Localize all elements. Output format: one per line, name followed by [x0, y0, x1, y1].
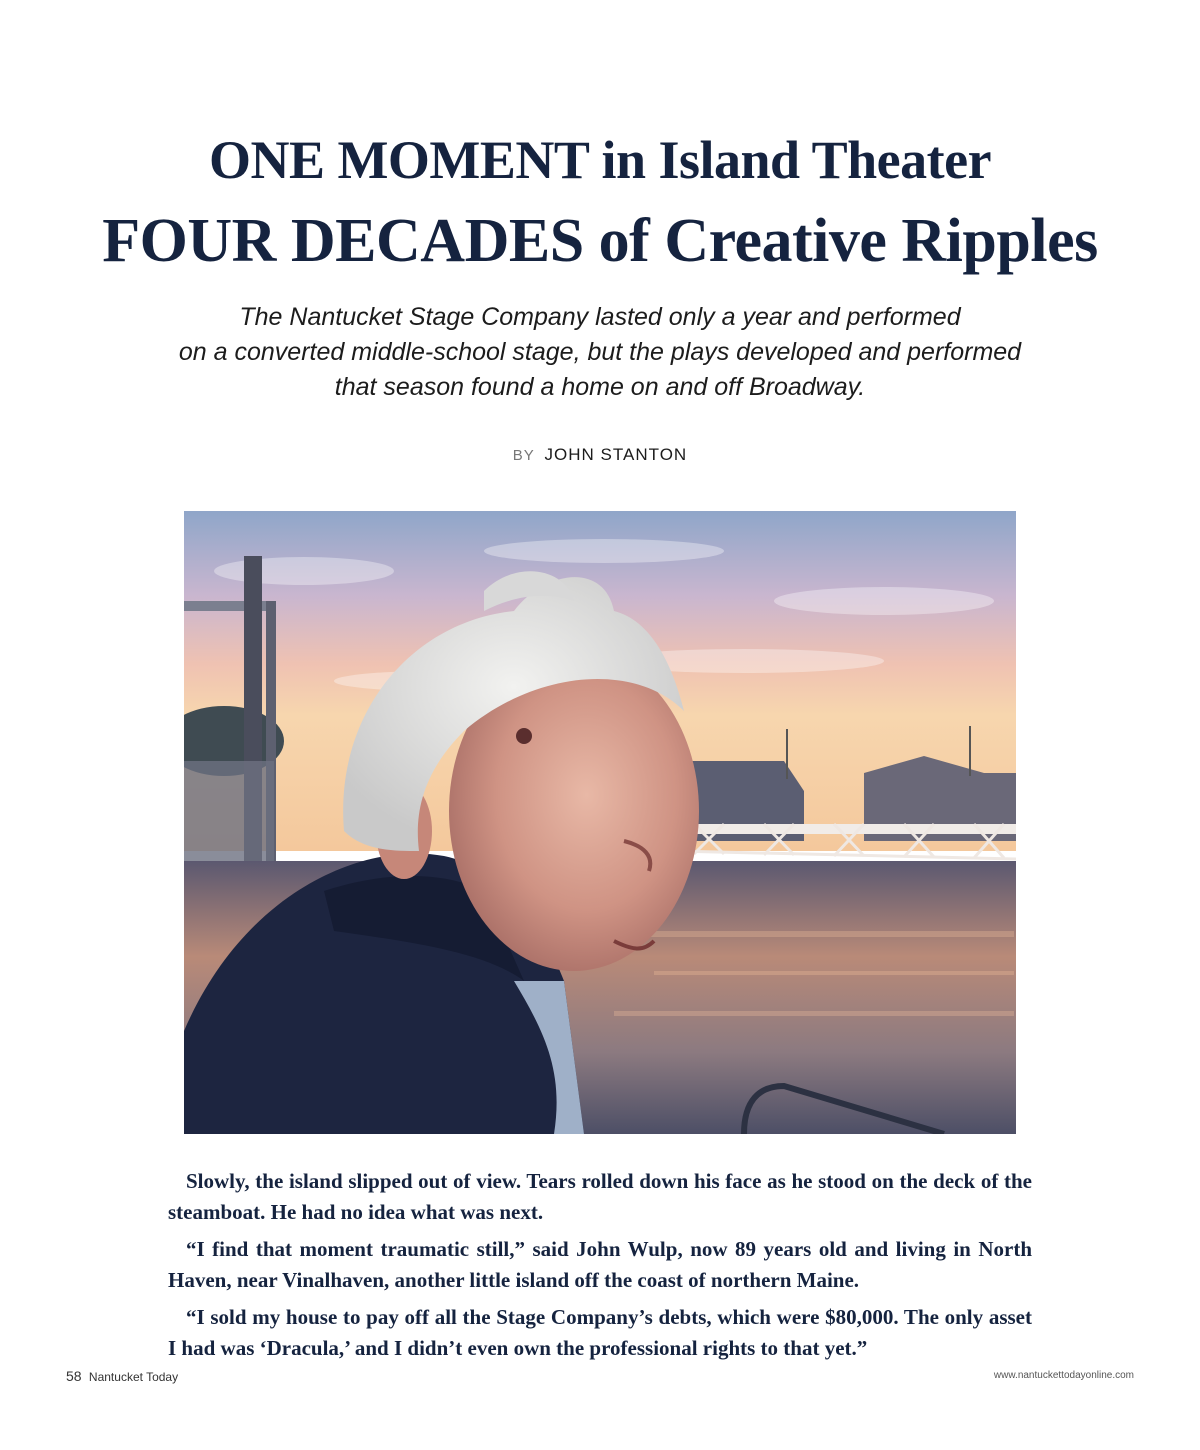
deck-line-3: that season found a home on and off Broadway. — [334, 373, 866, 401]
body-paragraph-3: “I sold my house to pay off all the Stage Company’s debts, which were $80,000. The only asset I had was ‘Dracula,’ and I didn’t even own the professional rights to that yet.” — [168, 1305, 1032, 1360]
article-deck — [100, 300, 1100, 405]
body-paragraph-2: “I find that moment traumatic still,” said John Wulp, now 89 years old and living in North Haven, near Vinalhaven, another little island off the coast of northern Maine. — [168, 1237, 1032, 1292]
publication-name: Nantucket Today — [88, 1370, 179, 1384]
byline-author: JOHN STANTON — [544, 445, 688, 464]
headline-line-1: ONE MOMENT in Island Theater — [208, 130, 992, 190]
article-body — [168, 1166, 1032, 1370]
body-paragraph-1: Slowly, the island slipped out of view. Tears rolled down his face as he stood on the deck of the steamboat. He had no idea what was next. — [168, 1169, 1032, 1224]
footer-folio — [66, 1368, 178, 1384]
page-number: 58 — [66, 1368, 82, 1384]
byline-prefix: BY — [512, 447, 535, 464]
deck-line-1: The Nantucket Stage Company lasted only a year and performed — [239, 303, 961, 331]
deck-line-2: on a converted middle-school stage, but the plays developed and performed — [178, 338, 1022, 366]
article-photo — [184, 511, 1016, 1134]
headline-line-2: FOUR DECADES of Creative Ripples — [102, 207, 1098, 275]
byline — [0, 445, 1200, 465]
website-link[interactable]: www.nantuckettodayonline.com — [993, 1370, 1134, 1381]
